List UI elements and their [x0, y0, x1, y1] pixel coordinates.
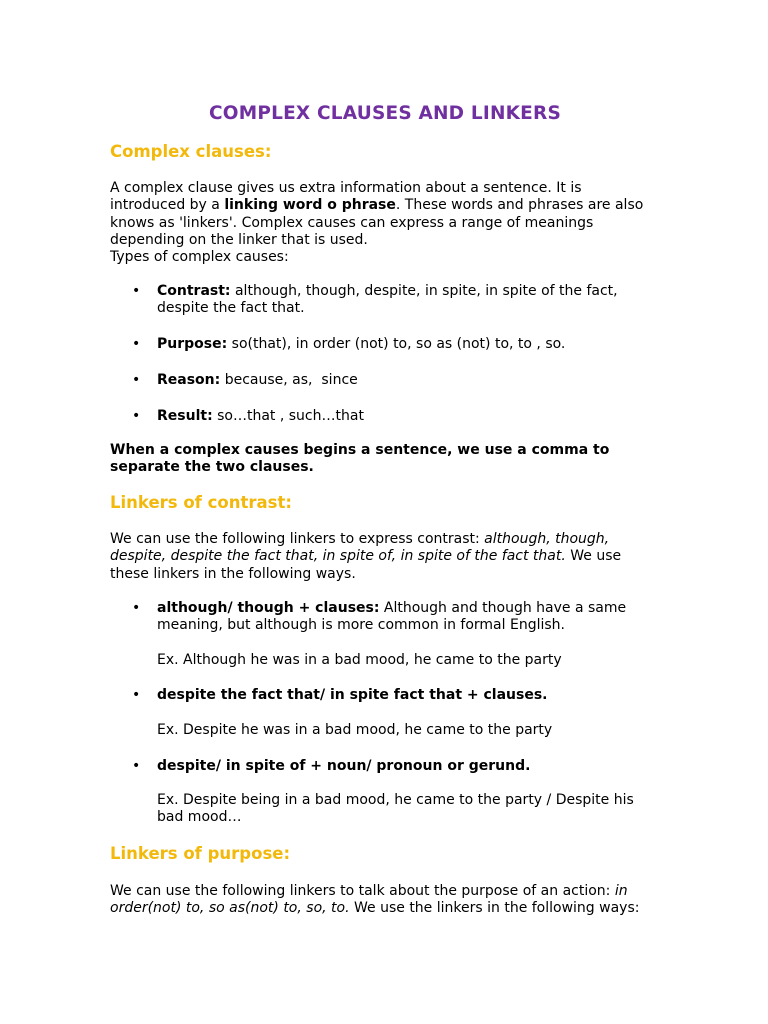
linker-rule-text: Although and though have a same meaning, but although is more common in formal English. — [157, 600, 627, 634]
intro-text-part1: A complex clause gives us extra information about a sentence. It is introduced by a — [110, 180, 582, 214]
contrast-intro-text-end: We use these linkers in the following ways. — [110, 548, 622, 582]
bullet-icon: • — [132, 758, 141, 774]
type-text: although, though, despite, in spite, in spite of the fact, despite the fact that. — [157, 283, 618, 317]
bullet-icon: • — [132, 600, 141, 616]
linker-rule-label: although/ though + clauses: — [157, 600, 380, 616]
section-heading-linkers-of-purpose: Linkers of purpose: — [110, 844, 291, 863]
contrast-linkers-italic: although, though, despite, despite the fact that, in spite of, in spite of the fact that. — [110, 531, 610, 565]
example-sentence: Ex. Although he was in a bad mood, he came to the party — [157, 652, 562, 668]
page-title: COMPLEX CLAUSES AND LINKERS — [209, 103, 561, 124]
section-heading-complex-clauses: Complex clauses: — [110, 142, 272, 161]
purpose-intro-paragraph — [110, 883, 650, 918]
contrast-intro-paragraph — [110, 531, 650, 583]
contrast-intro-text: We can use the following linkers to express contrast: — [110, 531, 485, 547]
bullet-icon: • — [132, 687, 141, 703]
type-text: so…that , such…that — [212, 408, 364, 424]
bullet-icon: • — [132, 372, 141, 388]
document-page — [110, 0, 660, 1024]
purpose-intro-text-end: We use the linkers in the following ways: — [349, 900, 640, 917]
comma-rule-text: When a complex causes begins a sentence, we use a comma to separate the two clauses. — [110, 442, 610, 476]
linker-rule-label: despite/ in spite of + noun/ pronoun or gerund. — [157, 758, 531, 774]
intro-bold-term: linking word o phrase — [224, 197, 396, 214]
type-label: Contrast: — [157, 283, 231, 299]
linker-rule-label: despite the fact that/ in spite fact that + clauses. — [157, 687, 548, 703]
bullet-icon: • — [132, 336, 141, 352]
example-sentence: Ex. Despite being in a bad mood, he came to the party / Despite his bad mood… — [157, 792, 634, 826]
type-label: Purpose: — [157, 336, 228, 352]
type-label: Reason: — [157, 372, 221, 388]
purpose-linkers-italic: in order(not) to, so as(not) to, so, to. — [110, 883, 628, 917]
purpose-intro-text: We can use the following linkers to talk about the purpose of an action: — [110, 883, 615, 899]
types-line: Types of complex causes: — [110, 249, 289, 266]
intro-text-part2: . These words and phrases are also knows as 'linkers'. Complex causes can express a range of meanings depending on the linker that is used. — [110, 197, 644, 248]
bullet-icon: • — [132, 283, 141, 299]
bullet-icon: • — [132, 408, 141, 424]
section-heading-linkers-of-contrast: Linkers of contrast: — [110, 493, 292, 512]
example-sentence: Ex. Despite he was in a bad mood, he came to the party — [157, 722, 553, 738]
type-text: because, as, since — [220, 372, 358, 388]
type-label: Result: — [157, 408, 213, 424]
type-text: so(that), in order (not) to, so as (not) to, to , so. — [227, 336, 566, 352]
complex-intro-paragraph — [110, 180, 650, 266]
